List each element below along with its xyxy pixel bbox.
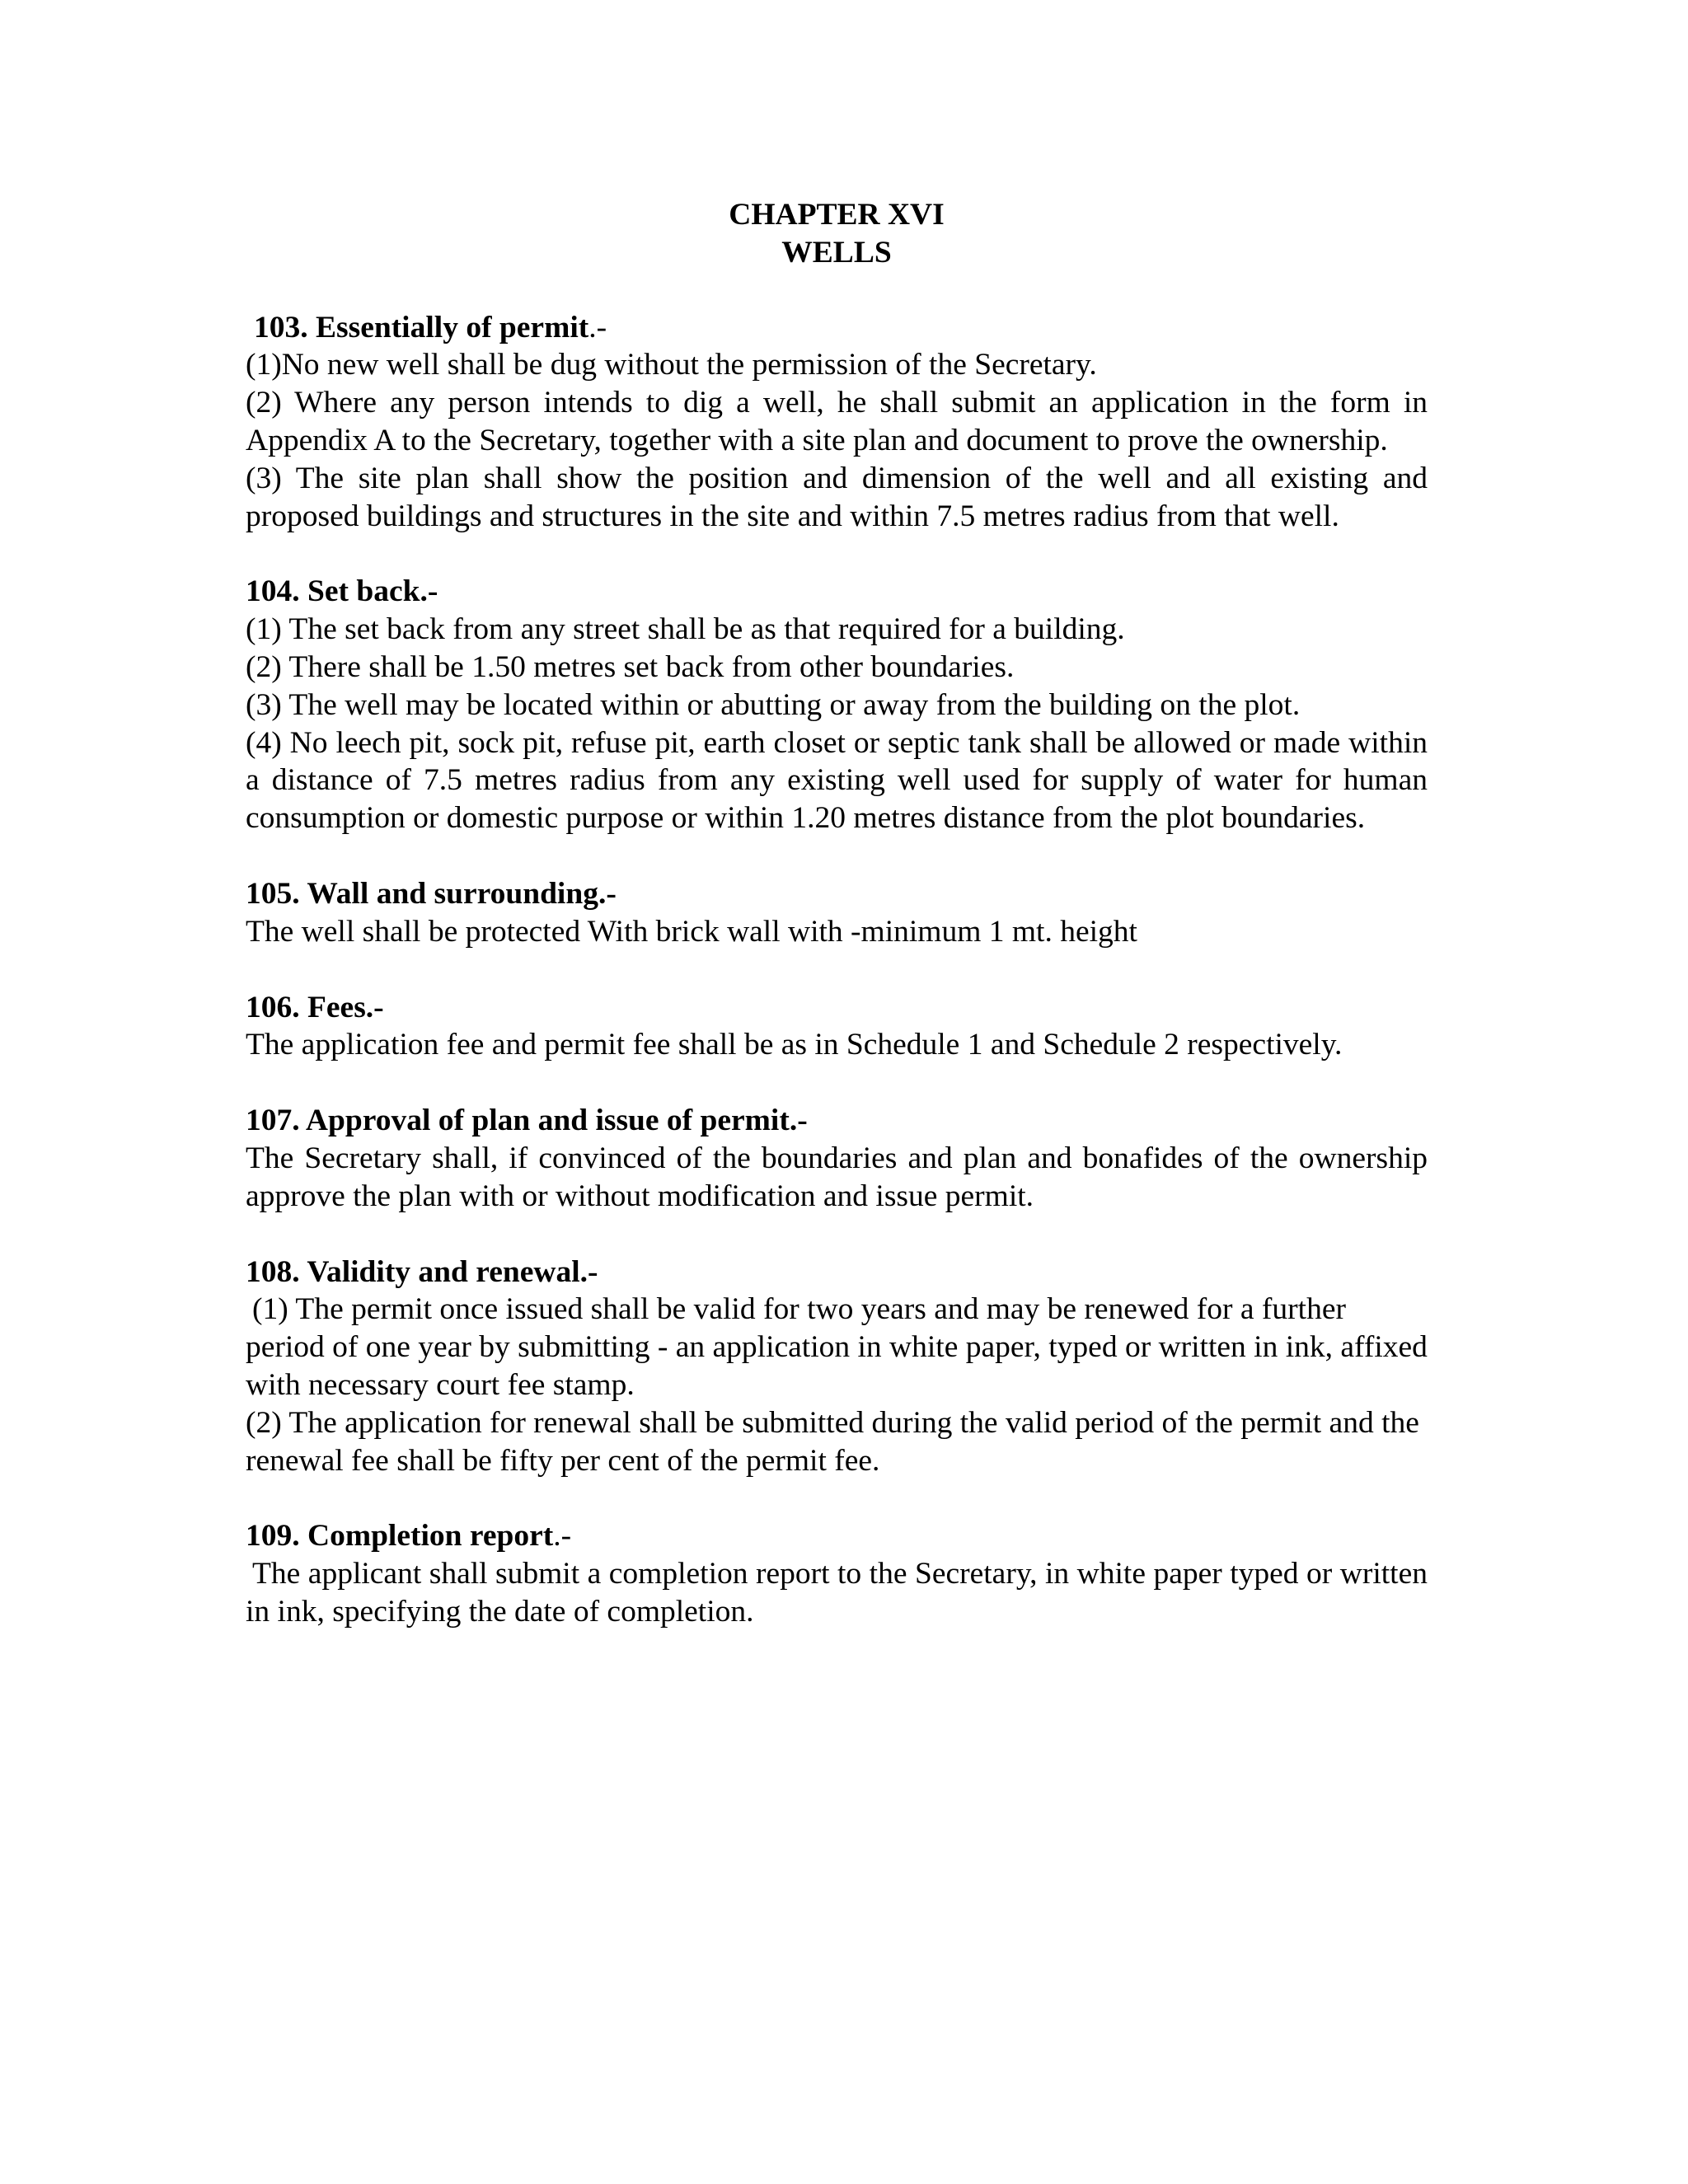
section-paragraph: The Secretary shall, if convinced of the boundaries and plan and bonafides of the ownership approve the plan with or without modification and issue permit. <box>246 1141 1428 1213</box>
section-109 <box>246 1517 1428 1630</box>
section-paragraph: (1)No new well shall be dug without the permission of the Secretary. <box>246 348 1097 382</box>
section-title: 105. Wall and surrounding.- <box>246 876 617 911</box>
section-title-dash: .- <box>553 1519 572 1554</box>
section-title <box>246 1517 1428 1555</box>
section-paragraph: (4) No leech pit, sock pit, refuse pit, earth closet or septic tank shall be allowed or made within a distance of 7.5 metres radius from any existing well used for supply of water for human consumption or domestic purpose or within 1.20 metres distance from the plot boundaries. <box>246 725 1428 836</box>
section-title-text: 109. Completion report <box>246 1519 554 1554</box>
section-title <box>246 309 1428 347</box>
section-title-dash: .- <box>588 310 607 344</box>
section-paragraph: (2) Where any person intends to dig a well, he shall submit an application in the form in Appendix A to the Secretary, together with a site plan and document to prove the ownership. <box>246 386 1428 457</box>
section-104 <box>246 573 1428 837</box>
section-title: 104. Set back.- <box>246 574 438 609</box>
section-108 <box>246 1254 1428 1480</box>
section-paragraph: The applicant shall submit a completion report to the Secretary, in white paper typed or written in ink, specifying the date of completion. <box>246 1557 1428 1629</box>
section-paragraph: (1) The set back from any street shall be as that required for a building. <box>246 612 1125 647</box>
document-page <box>246 196 1428 1669</box>
chapter-heading <box>246 196 1428 272</box>
section-paragraph: (3) The well may be located within or abutting or away from the building on the plot. <box>246 687 1301 722</box>
section-103 <box>246 309 1428 536</box>
section-title: 106. Fees.- <box>246 990 384 1024</box>
section-paragraph: The application fee and permit fee shall be as in Schedule 1 and Schedule 2 respectively. <box>246 1028 1343 1062</box>
chapter-title: WELLS <box>781 235 892 269</box>
section-105 <box>246 875 1428 951</box>
section-paragraph: (1) The permit once issued shall be valid for two years and may be renewed for a further period of one year by submitting - an application in white paper, typed or written in ink, affixed with necessary court fee stamp. <box>246 1292 1428 1402</box>
section-106 <box>246 989 1428 1065</box>
section-paragraph: (2) The application for renewal shall be submitted during the valid period of the permit and the renewal fee shall be fifty per cent of the permit fee. <box>246 1405 1419 1478</box>
section-107 <box>246 1102 1428 1215</box>
section-paragraph: (2) There shall be 1.50 metres set back from other boundaries. <box>246 649 1015 684</box>
section-paragraph: The well shall be protected With brick wall with -minimum 1 mt. height <box>246 914 1137 949</box>
chapter-number: CHAPTER XVI <box>729 198 945 232</box>
section-title-text: 103. Essentially of permit <box>254 310 589 344</box>
section-paragraph: (3) The site plan shall show the position and dimension of the well and all existing and proposed buildings and structures in the site and within 7.5 metres radius from that well. <box>246 461 1428 533</box>
section-title: 108. Validity and renewal.- <box>246 1254 598 1289</box>
section-title: 107. Approval of plan and issue of permit.- <box>246 1104 808 1138</box>
